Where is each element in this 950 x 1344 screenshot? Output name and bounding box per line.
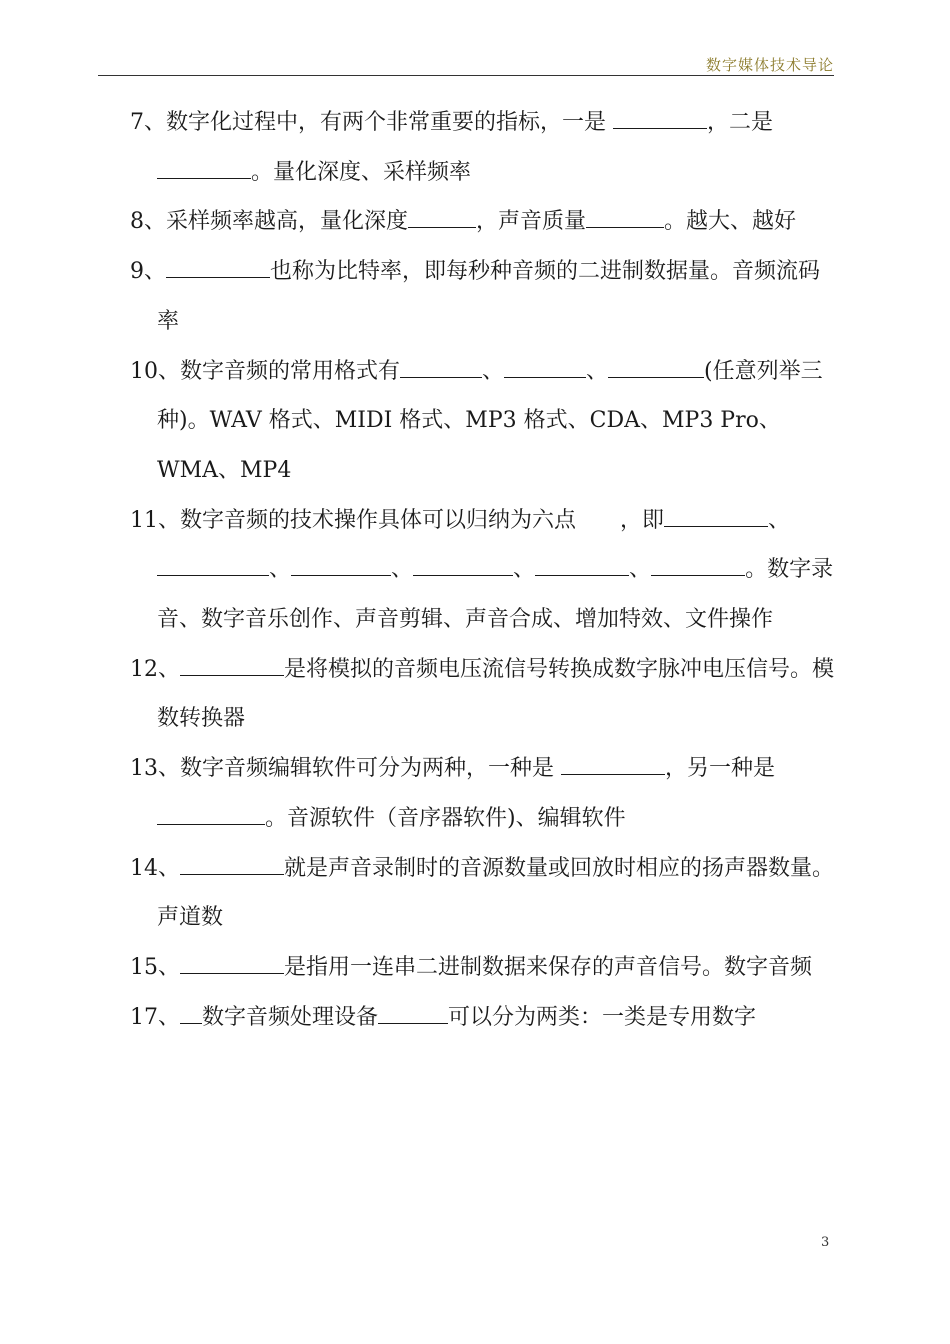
question-text: 11、数字音频的技术操作具体可以归纳为六点 ，即	[130, 507, 664, 533]
question-7	[130, 98, 835, 197]
question-text: 也称为比特率，即每秒种音频的二进制数据量。音频流码率	[157, 259, 821, 334]
answer-blank	[157, 157, 251, 179]
answer-blank	[535, 554, 629, 576]
question-text: 、	[513, 557, 536, 583]
answer-blank	[378, 1002, 448, 1024]
question-text: ，另一种是	[665, 756, 776, 782]
question-text: 7、数字化过程中，有两个非常重要的指标，一是	[130, 110, 613, 135]
question-text: 。量化深度、采样频率	[251, 159, 472, 185]
answer-blank	[180, 654, 284, 676]
question-9	[130, 247, 835, 346]
question-text: 是将模拟的音频电压流信号转换成数字脉冲电压信号。模数转换器	[157, 656, 835, 732]
header-rule	[98, 75, 834, 76]
question-8	[130, 197, 835, 247]
question-text: 、	[482, 358, 505, 384]
question-text: 13、数字音频编辑软件可分为两种，一种是	[130, 756, 561, 782]
question-text: 12、	[130, 656, 180, 682]
header-title: 数字媒体技术导论	[705, 56, 834, 74]
question-text: ，二是	[707, 110, 774, 135]
question-text: 。音源软件（音序器软件)、编辑软件	[265, 805, 626, 831]
question-12	[130, 645, 835, 744]
answer-blank	[586, 207, 664, 229]
question-11	[130, 496, 835, 645]
question-13	[130, 744, 835, 843]
question-text: 10、数字音频的常用格式有	[130, 358, 400, 384]
question-text: ，声音质量	[476, 209, 587, 235]
question-text: 可以分为两类：一类是专用数字	[448, 1004, 757, 1030]
question-text: (任意列举三种)。WAV 格式、MIDI 格式、MP3 格式、CDA、MP3 Pro、WMA、MP4	[157, 358, 823, 483]
question-14	[130, 844, 835, 943]
answer-blank	[664, 505, 768, 527]
answer-blank	[413, 554, 513, 576]
question-text: 。越大、越好	[664, 209, 797, 235]
answer-blank	[166, 256, 270, 278]
question-text: 17、	[130, 1004, 180, 1030]
answer-blank	[408, 207, 476, 229]
answer-blank	[180, 1002, 202, 1024]
answer-blank	[504, 356, 586, 378]
answer-blank	[400, 356, 482, 378]
answer-blank	[180, 853, 284, 875]
question-text: 、	[586, 358, 609, 384]
answer-blank	[651, 554, 745, 576]
question-text: 数字音频处理设备	[202, 1004, 379, 1030]
question-text: 、	[269, 557, 292, 583]
answer-blank	[291, 554, 391, 576]
question-text: 8、采样频率越高，量化深度	[130, 209, 408, 235]
answer-blank	[613, 107, 707, 129]
question-17	[130, 993, 835, 1043]
question-list	[130, 98, 835, 1042]
page-number: 3	[821, 1235, 830, 1250]
question-10	[130, 347, 835, 496]
question-text: 15、	[130, 954, 180, 980]
question-text: 是指用一连串二进制数据来保存的声音信号。数字音频	[284, 954, 813, 980]
answer-blank	[608, 356, 704, 378]
answer-blank	[157, 803, 265, 825]
question-text: 、	[629, 557, 652, 583]
question-15	[130, 943, 835, 993]
question-text: 。数字录音、数字音乐创作、声音剪辑、声音合成、增加特效、文件操作	[157, 557, 834, 633]
answer-blank	[180, 952, 284, 974]
question-text: 9、	[130, 259, 166, 285]
question-text: 、	[768, 507, 791, 533]
answer-blank	[157, 554, 269, 576]
question-text: 就是声音录制时的音源数量或回放时相应的扬声器数量。声道数	[157, 855, 835, 931]
question-text: 、	[391, 557, 414, 583]
answer-blank	[561, 753, 665, 775]
question-text: 14、	[130, 855, 180, 881]
